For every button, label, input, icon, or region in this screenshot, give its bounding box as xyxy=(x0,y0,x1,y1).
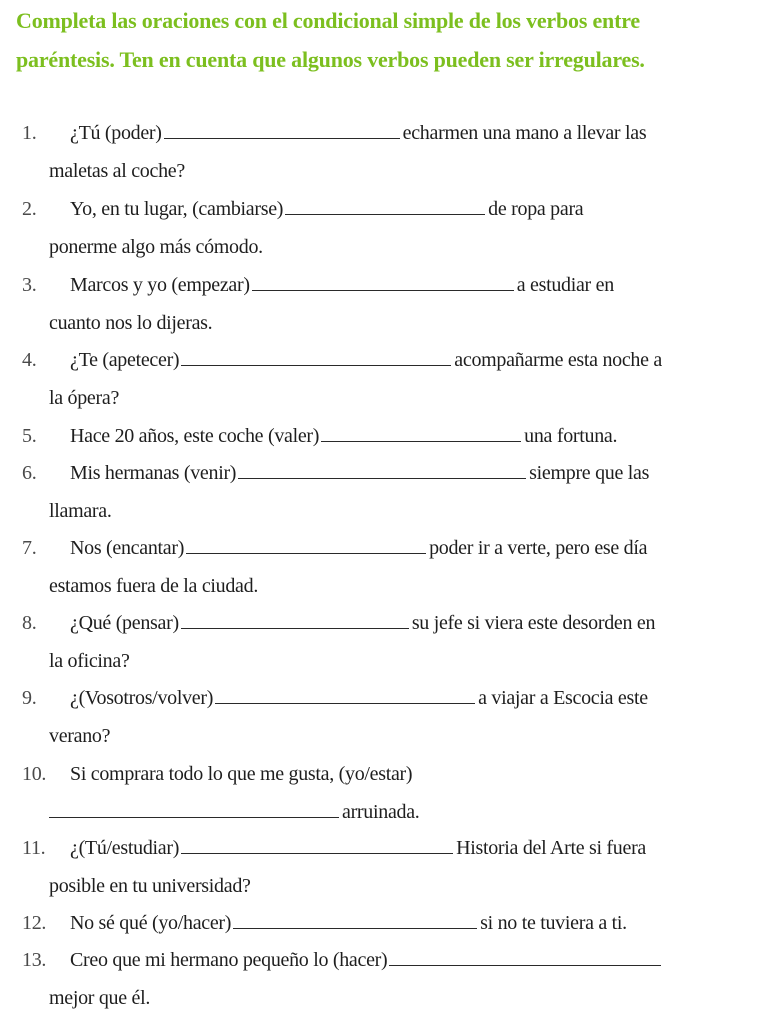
exercise-item xyxy=(22,680,748,755)
exercise-number: 9. xyxy=(22,687,37,709)
exercise-prompt: Yo, en tu lugar, (cambiarse) xyxy=(70,198,284,220)
exercise-ending: siempre que las xyxy=(529,462,650,484)
exercise-item xyxy=(22,191,748,266)
exercise-number: 8. xyxy=(22,612,37,634)
exercise-number: 2. xyxy=(22,198,37,220)
exercise-number: 7. xyxy=(22,537,37,559)
answer-blank[interactable] xyxy=(238,460,526,479)
exercise-prompt: Hace 20 años, este coche (valer) xyxy=(70,425,320,447)
exercise-number: 4. xyxy=(22,349,37,371)
answer-blank[interactable] xyxy=(252,272,514,291)
answer-blank[interactable] xyxy=(181,610,409,629)
exercise-prompt: ¿Qué (pensar) xyxy=(70,612,179,634)
instructions-heading: Completa las oraciones con el condicional simple de los verbos entre paréntesis. Ten en cuenta que algunos verbos pueden ser irregulares. xyxy=(16,8,645,72)
exercise-item xyxy=(22,267,748,342)
exercise-ending: a viajar a Escocia este xyxy=(478,687,648,709)
exercise-prompt: ¿Tú (poder) xyxy=(70,122,162,144)
exercise-ending: su jefe si viera este desorden en xyxy=(411,612,656,634)
answer-blank[interactable] xyxy=(49,799,339,818)
exercise-prompt: Marcos y yo (empezar) xyxy=(70,274,250,296)
exercise-continuation: mejor que él. xyxy=(49,986,151,1009)
exercise-continuation: verano? xyxy=(49,724,111,747)
exercise-number: 10. xyxy=(22,763,47,785)
exercise-ending: una fortuna. xyxy=(524,425,618,447)
exercise-continuation: posible en tu universidad? xyxy=(49,874,251,897)
exercise-item xyxy=(22,115,748,190)
exercise-prompt: Creo que mi hermano pequeño lo (hacer) xyxy=(70,949,388,971)
exercise-prompt: No sé qué (yo/hacer) xyxy=(70,912,232,934)
answer-blank[interactable] xyxy=(389,947,661,966)
answer-blank[interactable] xyxy=(164,120,400,139)
exercise-continuation: ponerme algo más cómodo. xyxy=(49,235,263,258)
exercise-prompt: Nos (encantar) xyxy=(70,537,185,559)
exercise-number: 12. xyxy=(22,912,47,934)
exercise-item xyxy=(22,756,748,831)
exercise-continuation: cuanto nos lo dijeras. xyxy=(49,311,213,334)
answer-blank[interactable] xyxy=(321,423,521,442)
exercise-ending: echarmen una mano a llevar las xyxy=(402,122,647,144)
exercise-ending: acompañarme esta noche a xyxy=(454,349,662,371)
exercise-number: 11. xyxy=(22,837,46,859)
exercise-ending: si no te tuviera a ti. xyxy=(480,912,627,934)
answer-blank[interactable] xyxy=(181,835,453,854)
exercise-item xyxy=(22,905,748,943)
exercise-item xyxy=(22,605,748,680)
exercise-continuation: llamara. xyxy=(49,499,112,522)
exercise-ending: de ropa para xyxy=(488,198,584,220)
exercise-item xyxy=(22,455,748,530)
exercise-prompt: ¿(Vosotros/volver) xyxy=(70,687,214,709)
exercise-continuation: maletas al coche? xyxy=(49,159,185,182)
exercise-continuation: la oficina? xyxy=(49,649,130,672)
answer-blank[interactable] xyxy=(215,685,475,704)
exercise-ending: a estudiar en xyxy=(516,274,614,296)
exercise-continuation: la ópera? xyxy=(49,386,120,409)
exercise-prompt: Si comprara todo lo que me gusta, (yo/estar) xyxy=(70,763,413,785)
exercise-continuation: arruinada. xyxy=(342,800,420,823)
exercise-item xyxy=(22,342,748,417)
exercise-item xyxy=(22,530,748,605)
answer-blank[interactable] xyxy=(181,347,451,366)
exercise-number: 5. xyxy=(22,425,37,447)
exercise-number: 1. xyxy=(22,122,37,144)
exercise-number: 3. xyxy=(22,274,37,296)
answer-blank[interactable] xyxy=(285,196,485,215)
exercise-item xyxy=(22,830,748,905)
exercise-prompt: Mis hermanas (venir) xyxy=(70,462,237,484)
exercise-continuation: estamos fuera de la ciudad. xyxy=(49,574,259,597)
exercise-number: 13. xyxy=(22,949,47,971)
exercise-item xyxy=(22,942,748,1017)
answer-blank[interactable] xyxy=(186,535,426,554)
exercise-item xyxy=(22,418,748,456)
exercise-ending: poder ir a verte, pero ese día xyxy=(429,537,648,559)
exercise-prompt: ¿(Tú/estudiar) xyxy=(70,837,180,859)
exercise-number: 6. xyxy=(22,462,37,484)
answer-blank[interactable] xyxy=(233,910,477,929)
exercise-prompt: ¿Te (apetecer) xyxy=(70,349,180,371)
exercise-ending: Historia del Arte si fuera xyxy=(456,837,647,859)
